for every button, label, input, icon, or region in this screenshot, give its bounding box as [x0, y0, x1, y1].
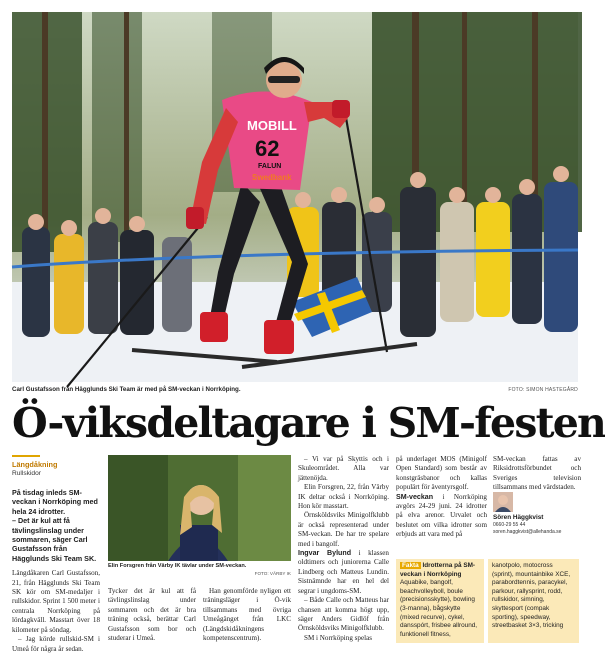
column-6: [493, 455, 581, 493]
body-paragraph: Tycker det är kul att få tävlingslinslag under sommaren och det är bra träning också, berättar Carl Gustafsson som bor och studerar i Umeå.: [108, 587, 196, 643]
body-paragraph: på underlaget MOS (Minigolf Open Standard) som består av konstgräsbanor och kallas populärt för äventyrsgolf.: [396, 455, 487, 492]
author-byline: [493, 492, 581, 546]
bib-place: FALUN: [258, 163, 282, 170]
column-4: [298, 455, 389, 643]
subkicker: Rullskidor: [12, 470, 41, 477]
inset-photo-illustration: [108, 455, 291, 561]
fact-box-continued: [488, 559, 579, 643]
column-5: [396, 455, 487, 540]
body-paragraph: Längdåkaren Carl Gustafsson, 21, från Hägglunds Ski Team SK kör om SM-medaljer i rullskidor. Sprint 1 500 meter i centrala Norrköping på lördagkväll. Masstart över 18 kilometer på söndag.: [12, 569, 100, 634]
body-paragraph: SM i Norrköping spelas: [304, 633, 372, 642]
author-name: Sören Häggkvist: [493, 514, 544, 521]
inset-caption-text: Elin Forsgren från Värby IK tävlar under SM-veckan.: [108, 563, 247, 569]
hero-caption: [12, 384, 578, 396]
fact-box-tag: Fakta: [402, 562, 419, 569]
body-paragraph: Örnsköldsviks Minigolfklubb är också representerad under SM-veckan. De har tre spelare med i bangolf.: [298, 511, 389, 548]
bib-sponsor2: Swedbank: [252, 173, 292, 182]
hero-caption-text: Carl Gustafsson från Hägglunds Ski Team är med på SM-veckan i Norrköping.: [12, 386, 241, 393]
column-2: [108, 587, 196, 643]
bib-number: 62: [255, 136, 280, 161]
body-paragraph: i Norrköping avgörs 24-29 juni. 24 idrotter på elva arenor. Urvalet och beslutet om vilka idrotter som erbjuds att vara med på: [396, 492, 487, 539]
inset-caption: [108, 563, 291, 577]
inset-photo-credit: FOTO: VÄRBY IK: [254, 571, 291, 576]
body-paragraph: – Jag körde rullskid-SM i Umeå för några år sedan.: [12, 635, 100, 653]
avatar: [493, 492, 513, 512]
lead-paragraph: På tisdag inleds SM-veckan i Norrköping med hela 24 idrotter.: [12, 488, 98, 516]
inset-photo: [108, 455, 291, 561]
avatar-image: [493, 492, 513, 512]
kicker: Längdåkning: [12, 460, 58, 469]
column-1: [12, 455, 100, 654]
body-paragraph: – Vi var på Skyttis och i Skuleområdet. Alla var jättenöjda.: [298, 455, 389, 482]
headline: Ö-viksdeltagare i SM-festen: [12, 399, 605, 447]
body-paragraph: Elin Forsgren, 22, från Värby IK deltar också i Norrköping. Hon kör masstart.: [298, 483, 389, 511]
author-email[interactable]: soren.haggkvist@allehanda.se: [493, 528, 562, 535]
fact-box-list: kanotpolo, motocross (sprint), mountainbike XCE, parabordtennis, paracykel, parkour, rallysprint, rodd, rullskidor, simning, skyttesport (compak sporting), speedway, streetbasket 3×3, tricking: [492, 562, 571, 630]
hero-photo-illustration: [12, 12, 578, 382]
body-paragraph: Han genomförde nyligen ett träningsläger i Ö-vik tillsammans med övriga Umeågänget från LKC (Längdskidåkningens kompetenscentrum).: [203, 587, 291, 643]
body-paragraph: SM-veckan fattas av Riksidrottsförbundet och Sveriges television tillsammans med värdstaden.: [493, 455, 581, 492]
hero-photo-credit: FOTO: SIMON HASTEGÅRD: [508, 387, 578, 393]
body-paragraph: i klassen oldtimers och juniorerna Calle Lindberg och Matteus Lundin. Sistnämnde har en hel del segrar i ungdoms-SM.: [298, 549, 389, 595]
fact-box-title: Idrotterna på SM-veckan i Norrköping: [400, 562, 476, 578]
kicker-rule: [12, 455, 40, 457]
bib-sponsor: MOBILL: [247, 118, 297, 133]
fact-box: [396, 559, 484, 643]
hero-photo: [12, 12, 578, 382]
fact-box-list: Aquabike, bangolf, beachvolleyboll, boule (precisionsskytte), bowling (3-manna), bågskytte (mixed recurve), cykel, dansspórt, frisbee allround, funktionell fitness,: [400, 579, 478, 638]
column-3: [203, 587, 291, 643]
author-phone: 0660-29 55 44: [493, 522, 526, 528]
body-paragraph: – Både Calle och Matteus har chansen att komma högt upp, säger Anders Gidlöf från Örnsköldsviks Minigolfklubb.: [298, 596, 389, 633]
lead-in: Ingvar Bylund: [298, 549, 352, 558]
lead-quote: – Det är kul att få tävlingslinslag under sommaren, säger Carl Gustafsson från Hägglunds Ski Team SK.: [12, 516, 97, 563]
lead-in: SM-veckan: [396, 492, 434, 501]
